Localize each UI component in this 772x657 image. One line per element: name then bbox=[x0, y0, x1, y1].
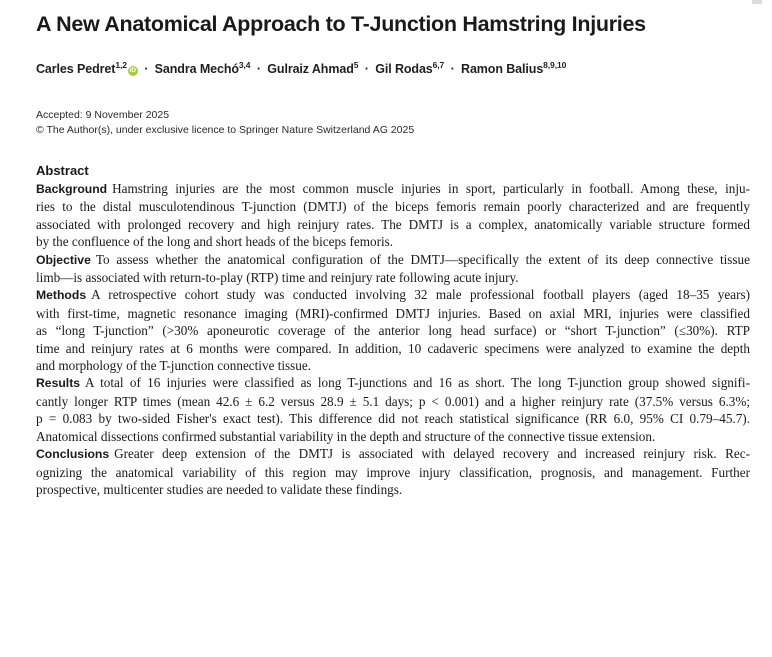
copyright-notice: © The Author(s), under exclusive licence to Springer Nature Switzerland AG 2025 bbox=[36, 124, 415, 136]
objective-line: To assess whether the anatomical configuration of the DMTJ—specifically the extent of its deep connective tissue bbox=[95, 251, 750, 267]
conclusions-label: Conclusions bbox=[36, 447, 110, 462]
results-label: Results bbox=[36, 376, 81, 391]
methods-line: and morphology of the T-junction connective tissue. bbox=[36, 358, 312, 374]
author-list bbox=[36, 62, 566, 76]
methods-line: time and reinjury rates at 6 months were compared. In addition, 10 cadaveric specimens were analyzed to examine the depth bbox=[36, 340, 750, 356]
results-line: cantly longer RTP times (mean 42.6 ± 6.2 versus 28.9 ± 5.1 days; p < 0.001) and a higher reinjury rate (37.5% versus 6.3%; bbox=[36, 393, 750, 409]
article-meta bbox=[36, 108, 414, 138]
methods-label: Methods bbox=[36, 288, 87, 303]
author-separator: · bbox=[256, 62, 261, 76]
abstract-background bbox=[36, 180, 750, 251]
author-2-affiliation: 3,4 bbox=[238, 60, 251, 70]
page-corner-mark bbox=[752, 0, 762, 4]
results-line: p = 0.083 by two-sided Fisher's exact test). This difference did not reach statistical significance (RR 6.0, 95% CI 0.79–45.7). bbox=[36, 411, 750, 427]
methods-line: A retrospective cohort study was conducted involving 32 male professional football players (aged 18–35 years) bbox=[91, 287, 750, 303]
abstract-heading: Abstract bbox=[36, 163, 89, 178]
author-5-affiliation: 8,9,10 bbox=[543, 60, 567, 70]
conclusions-line: Greater deep extension of the DMTJ is associated with delayed recovery and increased reinjury risk. Rec- bbox=[114, 446, 750, 462]
methods-line: with first-time, magnetic resonance imaging (MRI)-confirmed DMTJ injuries. Based on axial MRI, injuries were classified bbox=[36, 305, 750, 321]
abstract-conclusions bbox=[36, 445, 750, 498]
abstract-objective bbox=[36, 251, 750, 287]
accepted-date: Accepted: 9 November 2025 bbox=[36, 109, 170, 121]
article-title: A New Anatomical Approach to T-Junction Hamstring Injuries bbox=[36, 12, 646, 36]
background-line: ries to the distal musculotendinous T-junction (DMTJ) of the biceps femoris remain poorly characterized and are frequently bbox=[36, 199, 750, 215]
author-1-affiliation: 1,2 bbox=[115, 60, 127, 70]
abstract-results bbox=[36, 374, 750, 445]
abstract-methods bbox=[36, 286, 750, 374]
author-4-affiliation: 6,7 bbox=[432, 60, 445, 70]
orcid-icon[interactable]: iD bbox=[129, 67, 136, 74]
conclusions-line: ognizing the anatomical variability of this region may improve injury classification, prognosis, and management. Further bbox=[36, 464, 750, 480]
background-label: Background bbox=[36, 182, 108, 196]
author-2[interactable]: Sandra Mechó$^{3,4}$ bbox=[154, 60, 251, 76]
author-separator: · bbox=[364, 62, 369, 76]
author-separator: · bbox=[450, 62, 455, 76]
background-line: Hamstring injuries are the most common muscle injuries in sport, particularly in football. Among these, inju- bbox=[112, 181, 750, 196]
author-separator: · bbox=[144, 62, 149, 76]
objective-label: Objective bbox=[36, 252, 91, 267]
objective-line: limb—is associated with return-to-play (RTP) time and reinjury rate following acute injury. bbox=[36, 270, 519, 286]
abstract bbox=[36, 162, 750, 498]
conclusions-line: prospective, multicenter studies are needed to validate these findings. bbox=[36, 481, 403, 497]
results-line: Anatomical dissections confirmed substantial variability in the depth and structure of the connective tissue extension. bbox=[36, 428, 656, 444]
background-line: associated with prolonged recovery and high reinjury rates. The DMTJ is a complex, anatomically variable structure formed bbox=[36, 216, 750, 232]
results-line: A total of 16 injuries were classified as long T-junctions and 16 as short. The long T-junction group showed signifi- bbox=[85, 375, 750, 391]
author-5[interactable]: Ramon Balius$^{8,9,10}$ bbox=[461, 60, 567, 76]
author-4[interactable]: Gil Rodas$^{6,7}$ bbox=[375, 60, 445, 76]
author-1[interactable]: Carles Pedret$^{1,2}$ bbox=[36, 60, 127, 76]
author-3-affiliation: 5 bbox=[353, 60, 359, 70]
methods-line: as “long T-junction” (>30% aponeurotic coverage of the anterior long head surface) or “short T-junction” (≤30%). RTP bbox=[36, 323, 750, 339]
background-line: by the confluence of the long and short heads of the biceps femoris. bbox=[36, 234, 394, 250]
author-3[interactable]: Gulraiz Ahmad$^5$ bbox=[267, 60, 359, 76]
